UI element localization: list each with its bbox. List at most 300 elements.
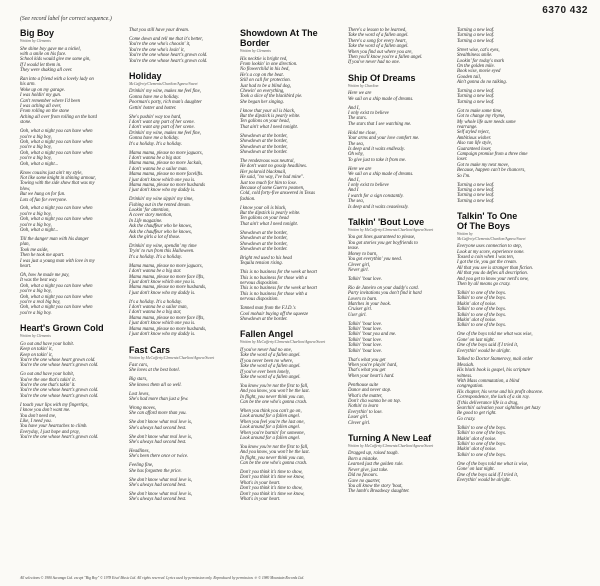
lyric-line: Is deep and it waits endlessly. xyxy=(348,147,406,152)
copyright-footer: All selections © 1980 Sucamgo Ltd. except "Big Boy" © 1978 Eisel Music Ltd. All rights reserved. Lyrics used by permission only. Reproduced by permission. ℗ © 1980 Mountain Records Ltd. xyxy=(20,576,305,580)
lyric-line: I was holdin' my gun. xyxy=(20,93,62,99)
lyric-line: Talkin' 'bout love. xyxy=(348,327,382,333)
lyric-line: That's what you get xyxy=(348,357,386,363)
lyric-line: Turning a new leaf. xyxy=(457,187,495,193)
lyric-line: She's always had second best. xyxy=(129,439,187,445)
lyric-line: You got stories you get boyfriends to xyxy=(348,240,418,246)
lyric-line: Poorman's party, rich man's daughter xyxy=(129,100,202,106)
lyrics-text xyxy=(129,89,231,337)
lyric-line: This is no business for the week at heart xyxy=(240,270,318,276)
lyric-line: Gooden tail, xyxy=(457,74,481,80)
lyric-line: Here we are xyxy=(348,91,372,97)
lyric-line: What's the matter, xyxy=(348,393,383,399)
lyric-line: Turning a new leaf. xyxy=(457,94,495,100)
lyrics-text xyxy=(348,451,449,494)
lyric-line: I just don't know which one you is. xyxy=(129,321,196,327)
song-title: Ship Of Dreams xyxy=(348,72,416,83)
lyrics-text xyxy=(129,28,231,64)
lyric-line: On the golden mile. xyxy=(457,63,495,69)
lyric-line: Lovers to burn. xyxy=(348,296,378,302)
lyric-line: Here we are xyxy=(348,166,372,172)
lyric-line: witness. xyxy=(457,373,473,379)
lyric-line: Ooh, what a night... xyxy=(20,228,59,234)
lyric-line: That you still have your dream. xyxy=(129,28,190,33)
lyric-line: Till the danger man with his danger xyxy=(20,237,89,242)
song-title: Holiday xyxy=(129,70,162,81)
lyric-line: I know that your oil is black, xyxy=(240,108,296,114)
song-title: Turning A New Leaf xyxy=(348,432,432,443)
lyric-line: Look around for a fallen angel. xyxy=(240,414,301,420)
lyric-line: I just don't know who my daddy is. xyxy=(129,188,196,194)
song-block xyxy=(348,73,449,210)
lyric-line: Messiah. xyxy=(457,362,475,368)
lyric-line: Talkin' to one of the boys. xyxy=(457,290,507,296)
lyrics-text xyxy=(457,28,529,204)
lyric-line: The stars that I see watching me. xyxy=(348,121,412,127)
lyric-line: Ooh, what a night you can have when xyxy=(20,283,93,289)
lyric-line: I don't wanna be a sailor man. xyxy=(129,166,188,172)
lyric-line: But the dipstick is pearly white. xyxy=(240,114,301,120)
lyric-line: The sea, xyxy=(348,199,364,205)
lyric-line: Woke up on my garage. xyxy=(20,87,65,93)
lyric-line: Ooh, what a night you can have when xyxy=(20,305,93,311)
lyric-line: Talkin' to one of the boys. xyxy=(457,296,507,302)
lyric-line: And I, xyxy=(348,105,360,111)
lyric-line: And I xyxy=(348,188,359,194)
lyric-line: It's a holiday. It's a holiday. xyxy=(129,254,183,260)
lyric-line: Ask the girls a lot of those. xyxy=(129,235,181,241)
lyric-line: Talkin' to one of the boys. xyxy=(457,312,507,318)
lyric-line: I watch for a sign constantly. xyxy=(348,193,404,199)
lyric-line: Look at my score, experience none. xyxy=(457,249,525,255)
lyric-line: congregation. xyxy=(457,384,484,390)
lyric-line: With Mass commutation, a blind xyxy=(457,379,520,385)
lyric-line: Tossed a coin when I was ten, xyxy=(457,255,514,260)
lyric-line: When your heart's hard. xyxy=(348,373,395,379)
lyric-line: And I, xyxy=(348,177,360,183)
lyric-line: It's a holiday. It's a holiday. xyxy=(129,299,183,305)
lyric-line: I touch your lips with my fingertips, xyxy=(20,402,89,408)
lyric-line: His black book is gospel, his scripture xyxy=(457,368,531,374)
song-block xyxy=(348,433,449,495)
lyric-line: Because of some Guerro posmen, xyxy=(240,185,305,191)
lyric-line: stone. xyxy=(20,120,32,126)
lyric-line: This is no business for those with a xyxy=(240,275,308,281)
lyric-line: nervous disposition. xyxy=(240,281,279,287)
lyrics-column-2 xyxy=(129,28,231,570)
lyric-line: You know you're not the first to fall, xyxy=(240,444,309,450)
lyric-line: It's a holiday. It's a holiday. xyxy=(129,141,183,147)
song-title: Big Boy xyxy=(20,28,55,38)
lyric-line: Everythin' would be alright. xyxy=(457,348,511,354)
lyric-line: Showdown at the border. xyxy=(240,150,288,155)
lyric-line: A cover story mention, xyxy=(129,213,173,219)
lyric-line: You're the one whose heart's grown cold. xyxy=(20,393,99,399)
lyric-line: In Life magazine. xyxy=(129,218,163,224)
lyric-line: Oh, how he made me pay, xyxy=(20,272,70,278)
lyric-line: Oh why, xyxy=(348,152,364,158)
lyric-line: you're a big boy, xyxy=(20,145,52,151)
lyric-line: I don't wanna be a big star, xyxy=(129,310,182,316)
lyric-line: I just don't know which one you is. xyxy=(129,279,196,285)
lyric-line: We sail on a ship made of dreams. xyxy=(348,96,414,102)
lyric-line: Mama mama, please no more husbands, xyxy=(129,285,207,291)
lyric-line: Mama mama, please no more jaguars, xyxy=(129,263,203,269)
song-credit: Written by McCafferty/Clements/Charlton/Agnew/Sweet xyxy=(240,340,326,345)
lyric-line: Feeling fine, xyxy=(129,463,154,469)
lyric-line: Dragged up, raised tough. xyxy=(348,451,399,457)
lyric-line: Mama mama, please no more facelifts. xyxy=(129,172,204,178)
lyric-line: Showdown at the border. xyxy=(240,316,288,322)
lyric-line: Big stars, xyxy=(129,377,148,383)
lyric-line: Born a mistake. xyxy=(348,456,379,462)
lyrics-column-5 xyxy=(457,28,544,570)
lyric-line: Did no favours. xyxy=(348,473,378,479)
lyric-line: They were shaking all over. xyxy=(20,68,73,74)
lyric-line: Then by all means go crazy. xyxy=(457,282,511,288)
lyric-line: Also ran life style, xyxy=(457,141,492,147)
lyric-line: Mama mama, please no more face lifts, xyxy=(129,274,205,280)
song-block xyxy=(240,28,341,322)
lyric-line: You're the one that's takin' it. xyxy=(20,383,76,389)
lyric-line: plan, xyxy=(20,242,30,248)
lyric-line: Talkin' to one of the boys. xyxy=(457,452,507,458)
lyric-line: Come down and tell me that it's better, xyxy=(129,36,203,42)
lyric-line: You all know the story 'bout, xyxy=(348,483,403,489)
lyric-line: You're the one whose heart's grown cold. xyxy=(20,363,99,369)
lyric-line: Ooh, what a night you can have when xyxy=(20,140,93,145)
lyric-line: When you think you can't go on, xyxy=(240,408,302,414)
song-credit: Written by Clements xyxy=(20,334,51,339)
lyrics-text xyxy=(20,342,120,441)
lyric-line: Cool mohair buying off the squeeze xyxy=(240,311,309,317)
lyric-line: Know cousins just ain't my style, xyxy=(20,170,83,176)
lyric-line: Talked to Doctor Stamerovy, mail order xyxy=(457,357,533,363)
lyric-line: Go crazy. xyxy=(457,416,476,422)
lyric-line: Everythin' would be alright. xyxy=(457,477,511,483)
lyric-line: Showdown at the border, xyxy=(240,236,288,242)
lyric-line: you're a big boy, xyxy=(20,222,52,228)
song-title: Heart's Grown Cold xyxy=(20,323,104,334)
lyrics-column-1 xyxy=(20,28,120,570)
lyric-line: Gone' on last night. xyxy=(457,337,495,343)
lyrics-text xyxy=(240,348,341,503)
lyric-line: nervous disposition. xyxy=(240,297,279,303)
lyric-line: you're a big boy, xyxy=(20,134,52,140)
lyrics-text xyxy=(348,91,449,210)
lyric-line: Take the word of a fallen angel. xyxy=(240,353,301,359)
lyric-line: Ooh, what a night you can have when xyxy=(20,294,93,300)
lyric-line: Then he took me apart. xyxy=(20,253,65,259)
lyric-line: She don't know what real love is, xyxy=(129,434,193,440)
lyrics-text xyxy=(457,244,544,483)
lyric-line: I don't want any part of her scene. xyxy=(129,125,195,131)
song-credit: Written by Charlton xyxy=(348,83,379,88)
lyric-line: Turning a new leaf. xyxy=(457,89,495,95)
lyric-line: If this deliverance life is a drug, xyxy=(457,400,519,406)
lyric-line: From rolling on the stone xyxy=(20,109,69,115)
lyric-line: There's a song for every heart, xyxy=(348,38,407,44)
lyric-line: Showdown at the border, xyxy=(240,144,288,150)
lyric-line: Look around for a fallen angel. xyxy=(240,425,301,431)
lyric-line: Makin' alot of noise. xyxy=(457,301,497,307)
lyric-line: Like, I need you. xyxy=(20,418,52,424)
lyric-line: Can be the one who's gonna crash. xyxy=(240,461,308,467)
lyric-line: you're a big boy, xyxy=(20,289,52,295)
lyric-line: Lots of fun for everyone. xyxy=(20,197,68,203)
lyric-line: Stealthiness smile. xyxy=(457,53,493,59)
lyric-line: Gone' on last night. xyxy=(457,467,495,473)
lyric-line: Ran into a friend with a lovely lady on xyxy=(20,77,94,83)
lyric-line: If you've never had no one, xyxy=(240,347,292,353)
lyric-line: Turning a new leaf. xyxy=(457,38,495,44)
song-block xyxy=(348,28,449,66)
lyric-line: Ooh, what a night you can have when xyxy=(20,206,93,212)
lyric-line: Wrong moves, xyxy=(129,405,157,411)
lyric-line: I just don't know which one you is. xyxy=(129,177,196,183)
lyric-line: If you've never had no one. xyxy=(348,60,400,66)
lyric-line: Got to make my next move, xyxy=(457,162,509,168)
lyric-line: Gettin' hotter and hotter. xyxy=(129,105,177,111)
lyric-line: He's a cop on the beat. xyxy=(240,72,284,78)
lyric-line: You're the one whose heart's grown cold. xyxy=(20,435,99,441)
lyric-line: Guaranteed loser, xyxy=(457,146,492,152)
lyric-line: That's what you get xyxy=(348,368,386,374)
lyric-line: Fast cars, xyxy=(129,363,149,368)
lyric-line: Party invitations you don't find it hard xyxy=(348,291,422,297)
lyric-line: Her polaroid blackmail, xyxy=(240,169,287,175)
lyric-line: Don't you think it's time to show, xyxy=(240,470,303,475)
lyric-line: Your arms and your love comfort me. xyxy=(348,136,420,142)
lyric-line: Talkin' to one of the boys. xyxy=(457,425,507,431)
lyric-line: You're the one whose heart grown cold. xyxy=(20,357,96,363)
lyric-line: Fishing out in the rented dream. xyxy=(129,202,191,208)
lyric-line: Ambitious wisher. xyxy=(457,135,492,141)
lyric-line: Took a slice of the blackbird pie. xyxy=(240,94,303,100)
lyric-line: Loser girl. xyxy=(348,415,369,421)
lyric-line: And you know, you won't be the last. xyxy=(240,389,310,395)
song-credit: McCafferty/Clements/Charlton/Agnew/Sweet xyxy=(129,81,198,86)
lyric-line: Drinkin' my wine, makes me feel fine, xyxy=(129,89,201,95)
lyric-line: Headlines, xyxy=(129,448,150,454)
lyric-line: She began her singing. xyxy=(240,99,284,105)
lyric-line: Talkin' to one of the boys. xyxy=(457,442,507,447)
lyric-line: When you're burnin' for someone, xyxy=(240,430,305,436)
lyric-line: Turning a new leaf. xyxy=(457,193,495,199)
lyric-line: School kids would give me some gin, xyxy=(20,57,91,63)
lyric-line: You're the one who's choosin' it, xyxy=(129,42,191,48)
lyric-line: You got everythin' you need. xyxy=(348,257,403,263)
lyric-line: Turning a new leaf. xyxy=(457,182,495,188)
lyric-line: I don't wanna be a sailor man, xyxy=(129,305,188,311)
lyric-line: But the dipstick is pearly white. xyxy=(240,211,301,217)
lyric-line: And you know, you won't be the last. xyxy=(240,450,310,456)
lyric-line: So I'm. xyxy=(457,173,471,179)
lyric-line: Talkin' to one of the boys. xyxy=(457,323,507,329)
lyric-line: The lamb's Broadway slaughter. xyxy=(348,489,410,495)
song-title: Fallen Angel xyxy=(240,329,294,340)
lyric-line: From lookin' in one direction. xyxy=(240,61,298,67)
lyric-line: Mama mama, please no more face lifts, xyxy=(129,315,205,321)
lyric-line: She's pushin' way too hard, xyxy=(129,114,182,120)
lyrics-column-3 xyxy=(240,28,341,570)
lyric-line: You've the one that's takin' it. xyxy=(20,377,76,383)
song-block xyxy=(20,323,120,440)
lyric-line: Ten gallons on your head xyxy=(240,216,289,222)
song-title: Talkin' To One Of The Boys xyxy=(457,211,518,232)
lyric-line: Chewin' on everything, xyxy=(240,88,285,94)
lyric-line: Then you'll know you're a fallen angel. xyxy=(348,55,423,61)
song-block xyxy=(457,28,529,204)
lyric-line: His chapter, his verse and his profit obscene. xyxy=(457,389,544,395)
lyric-line: I only exist to believe xyxy=(348,182,389,188)
lyric-line: I was aching all over, xyxy=(20,104,62,110)
lyric-line: you're a big boy, xyxy=(20,156,52,162)
lyric-line: Tryin' to run from this Halloween. xyxy=(129,249,195,255)
lyric-line: She's always had second best. xyxy=(129,497,187,503)
lyric-line: The rendezvous was neutral, xyxy=(240,158,295,164)
lyric-line: Matches in your book. xyxy=(348,301,391,307)
lyric-line: Is deep and it waits ceaselessly. xyxy=(348,204,409,210)
lyric-line: tease. xyxy=(348,246,360,252)
lyric-line: Mama mama, please no more husbands, xyxy=(129,326,207,332)
lyric-line: Ain't gonna do no talking. xyxy=(457,80,507,86)
song-block xyxy=(240,329,341,502)
lyric-line: In flight, you never think you can, xyxy=(240,394,305,400)
song-credit: Written by McCafferty/Clements/Charlton/Agnew/Sweet xyxy=(457,232,526,241)
lyric-line: When you're playin' hard, xyxy=(348,363,398,368)
lyrics-text xyxy=(240,57,341,323)
lyric-line: Learned just the golden rule. xyxy=(348,462,404,468)
lyric-line: Tequila tension rising. xyxy=(240,261,283,267)
lyric-line: You're the one whose heart's grown cold. xyxy=(129,53,208,59)
song-block xyxy=(20,28,120,316)
lyric-line: He said, "no way, I've had mine". xyxy=(240,175,305,181)
lyric-line: You don't need me, xyxy=(20,413,57,419)
lyric-line: All that you do defies all description. xyxy=(457,271,529,277)
lyric-line: loser. xyxy=(457,157,468,163)
lyrics-text xyxy=(129,363,231,503)
lyric-line: Go out and have your habit, xyxy=(20,372,75,378)
lyric-line: Showdown at the border, xyxy=(240,139,288,145)
lyric-line: That ain't what I need tonight. xyxy=(240,221,299,227)
lyric-line: Take the word of a fallen angel. xyxy=(348,44,409,50)
lyrics-text xyxy=(348,235,449,426)
song-block xyxy=(348,217,449,426)
lyric-line: Gonna have me a holiday. xyxy=(129,136,180,142)
lyric-line: Drinkin' my wine sippin' my time, xyxy=(129,197,194,203)
lyric-line: Showdown at the border. xyxy=(240,247,288,252)
lyric-line: You know you're not the first to fall, xyxy=(240,383,309,389)
lyric-line: You're the one whose heart's grown cold. xyxy=(20,388,99,394)
lyric-line: She loves at the best hotel. xyxy=(129,368,180,374)
lyric-line: She has forgotten the price. xyxy=(129,468,182,474)
lyric-line: Everyone uses connection to step, xyxy=(457,244,522,250)
lyric-line: She's had more than just a few. xyxy=(129,397,189,403)
lyric-line: Never girl. xyxy=(348,267,369,273)
lyric-line: It was the best way. xyxy=(20,278,58,284)
lyric-line: Turning a new leaf. xyxy=(457,198,495,204)
sequence-note: (See record label for correct sequence.) xyxy=(20,16,112,22)
lyric-line: Talkin' 'bout love. xyxy=(348,343,382,349)
lyric-line: Self styled reject, xyxy=(457,130,490,136)
lyric-line: his arm. xyxy=(20,82,36,88)
lyric-line: Took me aside, xyxy=(20,247,49,253)
lyric-line: I don't want any part of her scene. xyxy=(129,119,195,125)
lyric-line: Ooh, what a night you can have when xyxy=(20,129,93,135)
song-credit: Written by McCafferty/Clements/Charlton/Agnew/Sweet xyxy=(348,443,434,448)
lyric-line: And you get to know your nerd's new, xyxy=(457,276,529,282)
lyric-line: She knows them all so well. xyxy=(129,382,182,388)
lyric-line: One of the boys told me what is wise, xyxy=(457,461,529,467)
lyric-line: He don't want no gossip headlines. xyxy=(240,164,308,170)
lyric-line: I only exist to believe xyxy=(348,111,389,117)
lyric-line: Correspondence, the luck of a sin ray. xyxy=(457,395,530,401)
lyric-line: In flight, you never think you can, xyxy=(240,455,305,461)
lyric-line: What's in your heart. xyxy=(240,497,281,503)
lyric-line: Take the word of a fallen angel. xyxy=(240,374,301,380)
lyric-line: Talkin' to one of the boys. xyxy=(457,307,507,313)
lyric-line: She don't know what real love is, xyxy=(129,491,193,497)
lyric-line: Towing with the side show that was my xyxy=(20,181,95,187)
lyric-line: She can afford more than you. xyxy=(129,411,187,417)
lyric-line: When you feel you're the last one, xyxy=(240,419,305,425)
lyric-line: Dance and never stop. xyxy=(348,388,392,394)
lyric-line: No flowerchild in his bed, xyxy=(240,67,290,73)
song-title: Showdown At The Border xyxy=(240,28,318,48)
song-title: Talkin' 'Bout Love xyxy=(348,216,425,227)
lyric-line: Searchin' salvation your sightlines get hazy xyxy=(457,406,541,412)
lyric-line: Still on call for protection. xyxy=(240,78,291,84)
lyric-line: Lost loves, xyxy=(129,391,150,397)
lyric-line: His necktie is bright red, xyxy=(240,56,288,62)
lyric-line: Keep on takin' it, xyxy=(20,352,53,358)
lyric-line: Makin' alot of noise. xyxy=(457,447,497,453)
song-title: Fast Cars xyxy=(129,344,171,355)
lyric-line: Turning a new leaf. xyxy=(457,33,495,39)
song-credit: Written by McCafferty/Clements/Charlton/Agnew/Sweet xyxy=(348,227,434,232)
lyric-line: I know your oil is black, xyxy=(240,205,287,211)
song-block xyxy=(129,345,231,503)
lyric-line: That ain't what I need tonight. xyxy=(240,124,299,130)
lyric-line: You got lines guaranteed to please, xyxy=(348,235,416,241)
lyric-line: I got the tie, you got the cream. xyxy=(457,260,517,266)
lyric-line: Clever girl, xyxy=(348,262,371,268)
lyric-line: Drinkin' my wine, makes me feel fine, xyxy=(129,130,201,136)
lyric-line: You have your heartaches to climb. xyxy=(20,424,88,430)
lyric-line: Talkin' 'bout love. xyxy=(348,276,382,282)
lyric-line: Ask the chauffeur who he knows, xyxy=(129,229,192,235)
lyrics-text xyxy=(20,47,120,317)
lyric-line: Never give, just take. xyxy=(348,467,389,473)
lyric-line: Clever girl. xyxy=(348,420,371,426)
lyric-line: Showdown at the border, xyxy=(240,230,288,236)
lyric-line: She's always had second best. xyxy=(129,482,187,488)
lyric-line: Hold me close, xyxy=(348,130,377,136)
lyric-line: Book wise, movie eyed xyxy=(457,69,501,75)
lyric-line: Talkin' to one of the boys. xyxy=(457,431,507,437)
lyric-line: Don't you think it's time we know, xyxy=(240,491,305,497)
lyric-line: Mama mama, please no more husbands xyxy=(129,182,206,188)
lyric-line: This is no business for the week at heart xyxy=(240,286,318,292)
song-block xyxy=(129,28,231,64)
lyric-line: Keep on takin' it, xyxy=(20,347,53,353)
lyric-line: She's been there once or twice. xyxy=(129,454,189,460)
lyrics-column-4 xyxy=(348,28,449,570)
lyric-line: you're a big boy. xyxy=(20,310,52,316)
lyric-line: If you've ever been lonely, xyxy=(240,369,290,375)
lyric-line: Lookin' for today's mark xyxy=(457,58,504,64)
